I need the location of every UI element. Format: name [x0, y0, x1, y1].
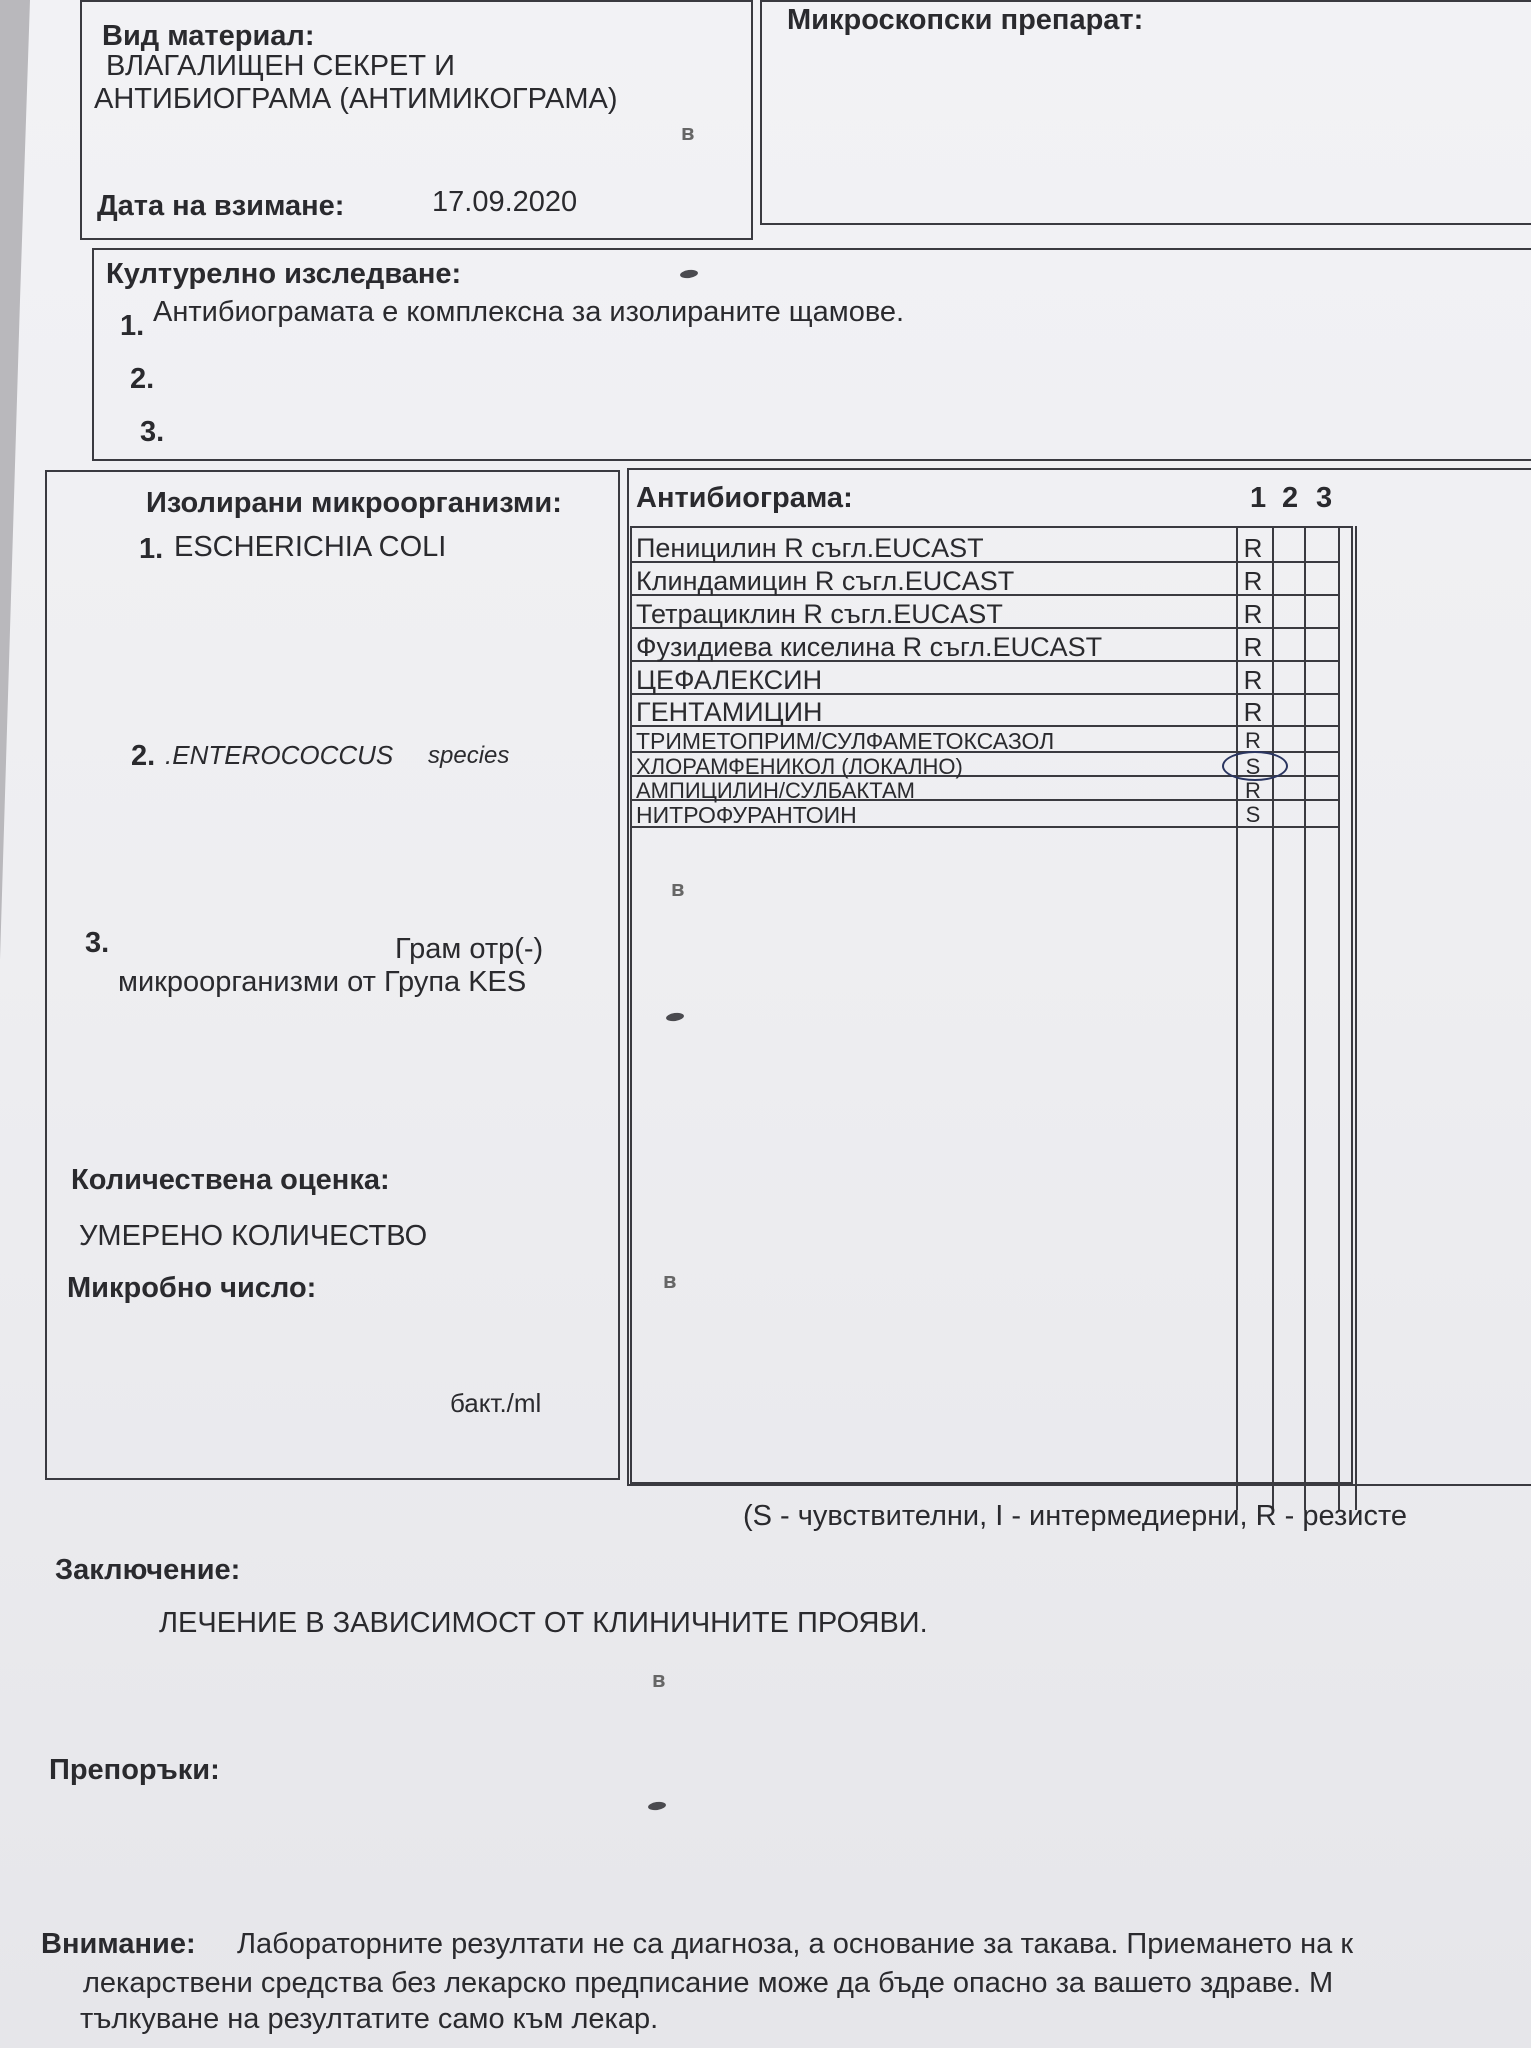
recommendations-label: Препоръки:	[49, 1754, 220, 1786]
warning-label: Внимание:	[41, 1928, 196, 1960]
handwritten-circle	[1222, 751, 1288, 781]
result-strain-1: R	[1243, 665, 1263, 695]
culture-label: Културелно изследване:	[106, 258, 462, 290]
column-1-header: 1	[1250, 482, 1267, 514]
antibiotic-name: ТРИМЕТОПРИМ/СУЛФАМЕТОКСАЗОЛ	[636, 728, 1055, 754]
organism-3-line-1: Грам отр(-)	[395, 933, 544, 965]
antibiotic-name: ЦЕФАЛЕКСИН	[636, 665, 823, 695]
culture-item-2-num: 2.	[130, 363, 155, 395]
microscopic-label: Микроскопски препарат:	[787, 4, 1144, 36]
culture-item-1-num: 1.	[120, 310, 145, 342]
warning-line-1: Лабораторните резултати не са диагноза, а основание за такава. Приемането на к	[237, 1928, 1354, 1960]
antibiotic-row	[632, 727, 1340, 753]
antibiotic-row	[632, 532, 1340, 563]
antibiotic-name: ХЛОРАМФЕНИКОЛ (ЛОКАЛНО)	[636, 754, 963, 779]
result-strain-1: R	[1243, 697, 1263, 727]
ink-mark: ʙ	[652, 1667, 666, 1692]
organism-2-suffix: species	[428, 742, 510, 769]
count-label: Микробно число:	[67, 1272, 317, 1304]
antibiotic-row	[632, 696, 1340, 727]
organism-1-name: ESCHERICHIA COLI	[174, 531, 447, 563]
warning-line-3: тълкуване на резултатите само към лекар.	[80, 2003, 659, 2035]
organism-2-num: 2.	[131, 740, 156, 772]
material-label: Вид материал:	[102, 20, 315, 52]
material-line-2: АНТИБИОГРАМА (АНТИМИКОГРАМА)	[94, 83, 618, 115]
culture-item-1-text: Антибиограмата е комплексна за изолираните щамове.	[153, 296, 905, 328]
organism-3-num: 3.	[85, 927, 110, 959]
organism-3-line-2: микроорганизми от Група KES	[118, 966, 527, 998]
organism-2-name: .ENTEROCOCCUS	[165, 740, 394, 770]
warning-line-2: лекарствени средства без лекарско предписание може да бъде опасно за вашето здраве. М	[83, 1967, 1334, 1999]
quant-value: УМЕРЕНО КОЛИЧЕСТВО	[79, 1220, 428, 1252]
result-strain-1: R	[1243, 599, 1263, 629]
ink-mark: ʙ	[681, 120, 695, 145]
antibiotic-name: Фузидиева киселина R съгл.EUCAST	[636, 632, 1103, 662]
culture-item-3-num: 3.	[140, 416, 165, 448]
column-2-header: 2	[1282, 482, 1299, 514]
antibiotic-name: НИТРОФУРАНТОИН	[636, 802, 857, 828]
material-line-1: ВЛАГАЛИЩЕН СЕКРЕТ И	[106, 50, 456, 82]
date-value: 17.09.2020	[432, 186, 578, 218]
organism-1-num: 1.	[139, 533, 164, 565]
antibiotic-row	[632, 777, 1340, 801]
ink-mark: ʙ	[671, 876, 685, 901]
result-strain-1: S	[1245, 754, 1261, 779]
column-3-header: 3	[1316, 482, 1333, 514]
date-label: Дата на взимане:	[97, 190, 345, 222]
result-strain-1: S	[1245, 802, 1261, 827]
organisms-label: Изолирани микроорганизми:	[146, 487, 562, 519]
legend: (S - чувствителни, I - интермедиерни, R - резисте	[743, 1500, 1408, 1532]
conclusion-label: Заключение:	[55, 1554, 241, 1586]
antibiotic-row	[632, 598, 1340, 629]
count-unit: бакт./ml	[450, 1388, 542, 1418]
antibiotic-name: Пеницилин R съгл.EUCAST	[636, 533, 984, 563]
ink-mark: ʙ	[663, 1268, 677, 1293]
result-strain-1: R	[1243, 632, 1263, 662]
antibiotic-name: АМПИЦИЛИН/СУЛБАКТАМ	[636, 778, 915, 803]
column-divider-5	[1355, 526, 1357, 1510]
antibiotic-row	[632, 565, 1340, 596]
conclusion-text: ЛЕЧЕНИЕ В ЗАВИСИМОСТ ОТ КЛИНИЧНИТЕ ПРОЯВИ.	[159, 1607, 928, 1639]
antibiotic-row	[632, 664, 1340, 695]
antibiotic-name: Тетрациклин R съгл.EUCAST	[636, 599, 1003, 629]
result-strain-1: R	[1245, 778, 1261, 803]
antibiotic-row	[632, 801, 1340, 828]
antibiogram-label: Антибиограма:	[636, 482, 853, 514]
result-strain-1: R	[1243, 566, 1263, 596]
antibiotic-name: ГЕНТАМИЦИН	[636, 697, 823, 727]
result-strain-1: R	[1243, 533, 1263, 563]
antibiotic-row	[632, 631, 1340, 662]
antibiotic-name: Клиндамицин R съгл.EUCAST	[636, 566, 1015, 596]
quant-label: Количествена оценка:	[71, 1164, 390, 1196]
result-strain-1: R	[1245, 728, 1261, 753]
